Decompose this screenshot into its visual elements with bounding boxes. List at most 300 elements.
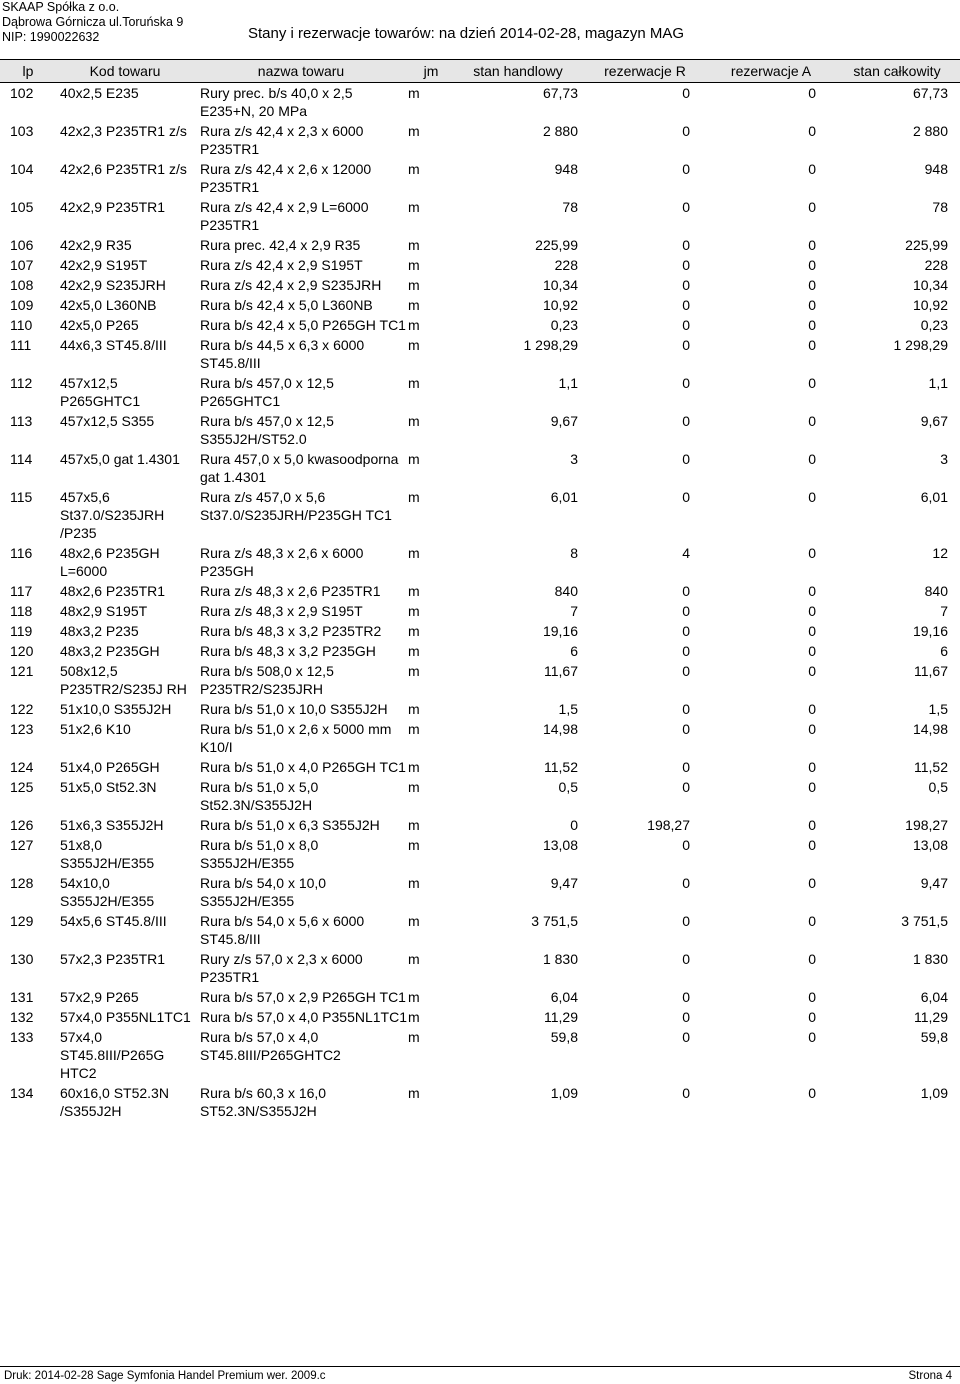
cell-unit: m [408,297,420,313]
cell-stock: 11,67 [544,663,578,679]
cell-reservation-r: 0 [682,375,690,391]
cell-unit: m [408,85,420,101]
table-row [0,487,960,543]
col-header-code: Kod towaru [56,60,194,83]
cell-code: 457x5,6 St37.0/S235JRH /P235 [60,489,165,541]
cell-stock: 67,73 [542,85,578,101]
cell-code: 54x5,6 ST45.8/III [60,913,167,929]
cell-total: 10,34 [912,277,948,293]
cell-reservation-r: 0 [682,721,690,737]
cell-code: 48x3,2 P235GH [60,643,160,659]
cell-unit: m [408,257,420,273]
cell-lp: 120 [10,643,34,659]
cell-name: Rura prec. 42,4 x 2,9 R35 [200,237,361,253]
table-row [0,411,960,449]
table-row [0,641,960,661]
cell-reservation-a: 0 [808,643,816,659]
cell-total: 10,92 [912,297,948,313]
cell-name: Rury prec. b/s 40,0 x 2,5 E235+N, 20 MPa [200,85,353,119]
cell-lp: 113 [10,413,33,429]
cell-reservation-a: 0 [808,1029,816,1045]
cell-lp: 111 [10,337,32,353]
cell-reservation-r: 0 [682,913,690,929]
col-header-total: stan całkowity [834,60,960,83]
cell-reservation-a: 0 [808,817,816,833]
cell-total: 3 751,5 [901,913,948,929]
cell-reservation-a: 0 [808,85,816,101]
cell-lp: 118 [10,603,33,619]
table-header-row [0,60,960,83]
cell-lp: 123 [10,721,34,737]
cell-code: 48x3,2 P235 [60,623,139,639]
cell-name: Rura b/s 48,3 x 3,2 P235GH [200,643,376,659]
cell-unit: m [408,779,420,795]
cell-unit: m [408,375,420,391]
cell-reservation-r: 0 [682,161,690,177]
cell-reservation-a: 0 [808,1009,816,1025]
company-address: Dąbrowa Górnicza ul.Toruńska 9 [2,15,184,29]
cell-total: 6,01 [920,489,948,505]
cell-unit: m [408,951,420,967]
cell-lp: 104 [10,161,34,177]
cell-name: Rura z/s 48,3 x 2,6 P235TR1 [200,583,381,599]
cell-reservation-r: 198,27 [647,817,690,833]
cell-lp: 112 [10,375,33,391]
cell-reservation-a: 0 [808,489,816,505]
footer-page-number: Strona 4 [908,1370,952,1382]
cell-unit: m [408,489,420,505]
cell-stock: 59,8 [550,1029,578,1045]
cell-code: 42x2,9 P235TR1 [60,199,166,215]
cell-reservation-a: 0 [808,663,816,679]
cell-unit: m [408,413,420,429]
table-row [0,121,960,159]
cell-stock: 9,47 [550,875,578,891]
cell-reservation-r: 0 [682,199,690,215]
cell-total: 6 [940,643,948,659]
cell-lp: 119 [10,623,33,639]
cell-lp: 115 [10,489,33,505]
cell-reservation-r: 0 [682,237,690,253]
company-info [2,0,183,45]
cell-reservation-a: 0 [808,721,816,737]
cell-stock: 0 [570,817,578,833]
cell-lp: 117 [10,583,33,599]
footer-print-info: Druk: 2014-02-28 Sage Symfonia Handel Premium wer. 2009.c [4,1370,326,1382]
cell-reservation-r: 0 [682,337,690,353]
table-row [0,719,960,757]
cell-name: Rura z/s 48,3 x 2,9 S195T [200,603,363,619]
table-row [0,197,960,235]
cell-stock: 6,01 [550,489,578,505]
cell-total: 11,29 [914,1009,948,1025]
cell-code: 42x5,0 P265 [60,317,139,333]
cell-total: 225,99 [905,237,948,253]
cell-stock: 3 751,5 [531,913,578,929]
cell-code: 51x6,3 S355J2H [60,817,164,833]
cell-code: 51x8,0 S355J2H/E355 [60,837,155,871]
cell-unit: m [408,759,420,775]
cell-name: Rura b/s 57,0 x 4,0 P355NL1TC1 [200,1009,408,1025]
company-nip: NIP: 1990022632 [2,30,100,44]
cell-lp: 125 [10,779,34,795]
cell-total: 67,73 [912,85,948,101]
cell-code: 42x2,3 P235TR1 z/s [60,123,187,139]
cell-code: 57x2,9 P265 [60,989,139,1005]
cell-stock: 840 [554,583,578,599]
cell-total: 1,5 [928,701,948,717]
table-row [0,373,960,411]
stock-table [0,59,960,1121]
cell-name: Rura b/s 457,0 x 12,5 P265GHTC1 [200,375,334,409]
cell-unit: m [408,583,420,599]
cell-code: 57x4,0 ST45.8III/P265G HTC2 [60,1029,165,1081]
cell-reservation-r: 0 [682,1029,690,1045]
footer-divider [0,1366,960,1367]
table-row [0,601,960,621]
cell-reservation-a: 0 [808,123,816,139]
cell-total: 2 880 [912,123,948,139]
table-row [0,159,960,197]
cell-name: Rura 457,0 x 5,0 kwasoodporna gat 1.4301 [200,451,399,485]
cell-unit: m [408,623,420,639]
cell-code: 42x2,9 R35 [60,237,132,253]
cell-reservation-r: 0 [682,413,690,429]
cell-code: 40x2,5 E235 [60,85,139,101]
cell-unit: m [408,161,420,177]
cell-name: Rura b/s 51,0 x 4,0 P265GH TC1 [200,759,406,775]
cell-total: 78 [932,199,948,215]
table-row [0,275,960,295]
cell-unit: m [408,123,420,139]
table-row [0,835,960,873]
cell-stock: 0,23 [550,317,578,333]
cell-reservation-r: 0 [682,643,690,659]
cell-stock: 7 [570,603,578,619]
report-title: Stany i rezerwacje towarów: na dzień 2014-02-28, magazyn MAG [248,25,685,42]
cell-total: 948 [924,161,948,177]
cell-name: Rura z/s 42,4 x 2,9 S195T [200,257,363,273]
cell-lp: 132 [10,1009,34,1025]
cell-unit: m [408,837,420,853]
cell-lp: 108 [10,277,34,293]
cell-stock: 228 [554,257,578,273]
cell-lp: 129 [10,913,34,929]
cell-name: Rura z/s 48,3 x 2,6 x 6000 P235GH [200,545,364,579]
cell-reservation-a: 0 [808,951,816,967]
cell-name: Rura b/s 57,0 x 2,9 P265GH TC1 [200,989,406,1005]
cell-unit: m [408,237,420,253]
cell-total: 3 [940,451,948,467]
cell-code: 457x12,5 S355 [60,413,155,429]
cell-name: Rura b/s 57,0 x 4,0 ST45.8III/P265GHTC2 [200,1029,341,1063]
cell-reservation-a: 0 [808,989,816,1005]
cell-reservation-r: 0 [682,989,690,1005]
cell-code: 57x2,3 P235TR1 [60,951,166,967]
table-row [0,987,960,1007]
cell-lp: 121 [10,663,34,679]
cell-lp: 102 [10,85,34,101]
cell-total: 12 [932,545,948,561]
cell-total: 0,23 [920,317,948,333]
table-row [0,1007,960,1027]
table-row [0,661,960,699]
cell-lp: 110 [10,317,33,333]
cell-code: 48x2,9 S195T [60,603,148,619]
cell-code: 54x10,0 S355J2H/E355 [60,875,155,909]
cell-stock: 2 880 [542,123,578,139]
cell-total: 11,67 [914,663,948,679]
cell-reservation-a: 0 [808,623,816,639]
table-row [0,699,960,719]
cell-stock: 948 [554,161,578,177]
cell-code: 48x2,6 P235TR1 [60,583,166,599]
cell-lp: 130 [10,951,34,967]
cell-code: 51x4,0 P265GH [60,759,160,775]
cell-stock: 1,09 [550,1085,578,1101]
cell-stock: 78 [562,199,578,215]
cell-total: 9,67 [920,413,948,429]
col-header-lp: lp [0,60,56,83]
cell-name: Rura b/s 48,3 x 3,2 P235TR2 [200,623,382,639]
cell-reservation-a: 0 [808,779,816,795]
col-header-reservation-r: rezerwacje R [582,60,708,83]
company-name: SKAAP Spółka z o.o. [2,0,120,14]
cell-name: Rura b/s 42,4 x 5,0 P265GH TC1 [200,317,406,333]
cell-reservation-r: 0 [682,489,690,505]
cell-reservation-r: 0 [682,837,690,853]
cell-unit: m [408,277,420,293]
cell-unit: m [408,1085,420,1101]
cell-unit: m [408,913,420,929]
cell-code: 42x2,6 P235TR1 z/s [60,161,187,177]
cell-lp: 131 [10,989,34,1005]
cell-reservation-r: 0 [682,623,690,639]
cell-stock: 8 [570,545,578,561]
cell-stock: 0,5 [558,779,578,795]
cell-reservation-a: 0 [808,277,816,293]
table-row [0,255,960,275]
cell-total: 59,8 [920,1029,948,1045]
cell-lp: 127 [10,837,34,853]
cell-reservation-a: 0 [808,759,816,775]
cell-stock: 1,5 [558,701,578,717]
cell-lp: 128 [10,875,34,891]
cell-lp: 107 [10,257,34,273]
cell-reservation-a: 0 [808,583,816,599]
cell-stock: 10,34 [542,277,578,293]
cell-lp: 103 [10,123,34,139]
cell-total: 1 830 [912,951,948,967]
col-header-unit: jm [408,60,454,83]
table-row [0,949,960,987]
cell-reservation-r: 0 [682,1009,690,1025]
cell-code: 57x4,0 P355NL1TC1 [60,1009,191,1025]
cell-stock: 6,04 [550,989,578,1005]
table-row [0,581,960,601]
cell-code: 51x2,6 K10 [60,721,131,737]
cell-code: 48x2,6 P235GH L=6000 [60,545,160,579]
cell-reservation-r: 0 [682,317,690,333]
cell-reservation-r: 0 [682,123,690,139]
col-header-name: nazwa towaru [194,60,408,83]
cell-stock: 14,98 [542,721,578,737]
cell-reservation-a: 0 [808,337,816,353]
cell-name: Rura b/s 51,0 x 5,0 St52.3N/S355J2H [200,779,319,813]
cell-reservation-r: 0 [682,1085,690,1101]
cell-reservation-r: 0 [682,583,690,599]
cell-code: 44x6,3 ST45.8/III [60,337,167,353]
cell-code: 457x12,5 P265GHTC1 [60,375,141,409]
cell-name: Rura b/s 508,0 x 12,5 P235TR2/S235JRH [200,663,334,697]
cell-code: 51x10,0 S355J2H [60,701,172,717]
cell-reservation-r: 4 [682,545,690,561]
cell-name: Rura b/s 457,0 x 12,5 S355J2H/ST52.0 [200,413,334,447]
cell-reservation-r: 0 [682,603,690,619]
cell-code: 51x5,0 St52.3N [60,779,157,795]
cell-stock: 13,08 [542,837,578,853]
cell-unit: m [408,701,420,717]
cell-total: 0,5 [928,779,948,795]
cell-reservation-a: 0 [808,603,816,619]
table-row [0,815,960,835]
cell-lp: 106 [10,237,34,253]
cell-name: Rura b/s 51,0 x 8,0 S355J2H/E355 [200,837,319,871]
cell-unit: m [408,875,420,891]
cell-lp: 134 [10,1085,34,1101]
cell-reservation-a: 0 [808,199,816,215]
cell-name: Rura b/s 54,0 x 10,0 S355J2H/E355 [200,875,327,909]
cell-unit: m [408,643,420,659]
cell-stock: 1 298,29 [523,337,578,353]
cell-stock: 11,52 [544,759,578,775]
cell-stock: 6 [570,643,578,659]
cell-code: 60x16,0 ST52.3N /S355J2H [60,1085,169,1119]
cell-unit: m [408,663,420,679]
cell-name: Rury z/s 57,0 x 2,3 x 6000 P235TR1 [200,951,363,985]
cell-total: 14,98 [912,721,948,737]
cell-unit: m [408,317,420,333]
cell-total: 198,27 [905,817,948,833]
cell-reservation-r: 0 [682,759,690,775]
cell-reservation-r: 0 [682,451,690,467]
cell-lp: 133 [10,1029,34,1045]
cell-lp: 109 [10,297,34,313]
cell-reservation-a: 0 [808,545,816,561]
cell-lp: 105 [10,199,34,215]
cell-stock: 10,92 [542,297,578,313]
cell-lp: 122 [10,701,34,717]
cell-unit: m [408,1029,420,1045]
table-row [0,543,960,581]
cell-reservation-r: 0 [682,297,690,313]
cell-total: 9,47 [920,875,948,891]
cell-unit: m [408,817,420,833]
table-row [0,777,960,815]
cell-stock: 19,16 [542,623,578,639]
cell-reservation-r: 0 [682,85,690,101]
cell-name: Rura b/s 51,0 x 6,3 S355J2H [200,817,380,833]
cell-unit: m [408,721,420,737]
cell-lp: 116 [10,545,33,561]
table-row [0,83,960,122]
table-row [0,315,960,335]
cell-unit: m [408,603,420,619]
cell-total: 6,04 [920,989,948,1005]
cell-stock: 225,99 [535,237,578,253]
cell-name: Rura b/s 51,0 x 10,0 S355J2H [200,701,388,717]
table-row [0,335,960,373]
cell-reservation-a: 0 [808,317,816,333]
cell-unit: m [408,337,420,353]
cell-code: 42x2,9 S195T [60,257,148,273]
cell-total: 13,08 [912,837,948,853]
cell-reservation-a: 0 [808,237,816,253]
cell-unit: m [408,199,420,215]
cell-reservation-a: 0 [808,1085,816,1101]
table-row [0,235,960,255]
cell-unit: m [408,545,420,561]
cell-stock: 1,1 [558,375,578,391]
cell-reservation-a: 0 [808,413,816,429]
table-row [0,621,960,641]
cell-name: Rura b/s 60,3 x 16,0 ST52.3N/S355J2H [200,1085,327,1119]
table-row [0,449,960,487]
table-row [0,1083,960,1121]
cell-reservation-r: 0 [682,951,690,967]
cell-stock: 3 [570,451,578,467]
cell-reservation-a: 0 [808,913,816,929]
cell-reservation-r: 0 [682,663,690,679]
table-row [0,873,960,911]
cell-name: Rura z/s 457,0 x 5,6 St37.0/S235JRH/P235GH TC1 [200,489,392,523]
table-row [0,295,960,315]
cell-reservation-a: 0 [808,875,816,891]
cell-lp: 114 [10,451,33,467]
col-header-stock: stan handlowy [454,60,582,83]
cell-unit: m [408,1009,420,1025]
cell-code: 508x12,5 P235TR2/S235J RH [60,663,187,697]
cell-total: 11,52 [914,759,948,775]
cell-total: 1,09 [920,1085,948,1101]
cell-lp: 124 [10,759,34,775]
cell-code: 457x5,0 gat 1.4301 [60,451,180,467]
cell-name: Rura z/s 42,4 x 2,9 S235JRH [200,277,382,293]
cell-name: Rura z/s 42,4 x 2,3 x 6000 P235TR1 [200,123,364,157]
cell-reservation-a: 0 [808,297,816,313]
cell-name: Rura b/s 51,0 x 2,6 x 5000 mm K10/I [200,721,392,755]
cell-reservation-r: 0 [682,277,690,293]
cell-lp: 126 [10,817,34,833]
cell-reservation-r: 0 [682,701,690,717]
cell-reservation-a: 0 [808,375,816,391]
cell-unit: m [408,451,420,467]
cell-reservation-a: 0 [808,451,816,467]
cell-reservation-a: 0 [808,701,816,717]
cell-total: 19,16 [912,623,948,639]
cell-name: Rura b/s 44,5 x 6,3 x 6000 ST45.8/III [200,337,365,371]
cell-name: Rura b/s 42,4 x 5,0 L360NB [200,297,373,313]
cell-stock: 11,29 [544,1009,578,1025]
cell-total: 1,1 [928,375,948,391]
cell-total: 840 [924,583,948,599]
table-row [0,1027,960,1083]
cell-total: 7 [940,603,948,619]
cell-reservation-r: 0 [682,875,690,891]
cell-unit: m [408,989,420,1005]
table-row [0,757,960,777]
cell-stock: 1 830 [542,951,578,967]
